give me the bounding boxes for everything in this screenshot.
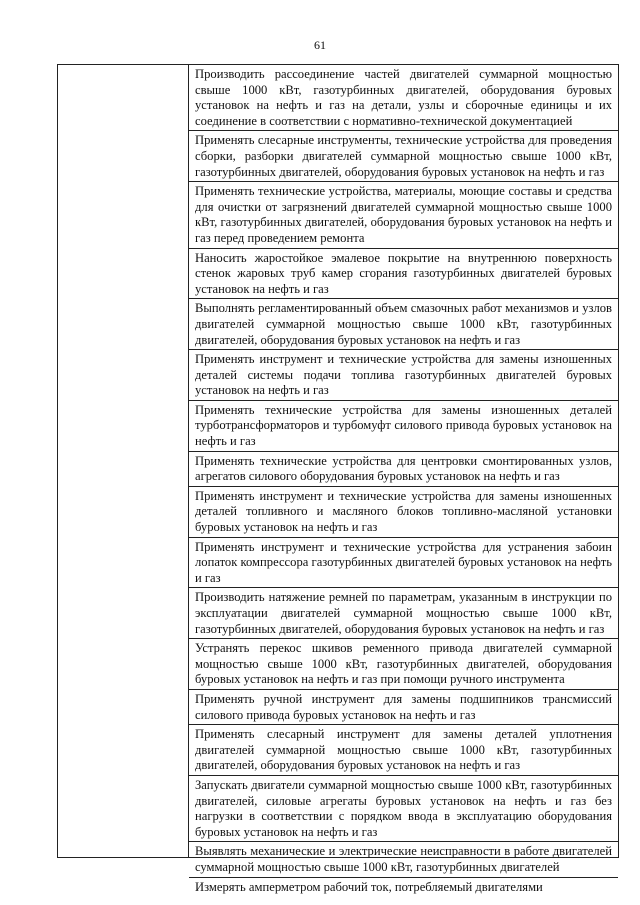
table-row: Устранять перекос шкивов ременного привода двигателей суммарной мощностью свыше 1000 кВт, газотурбинных двигателей, оборудования буровых установок на нефть и газ при помощи ручного инструмента bbox=[189, 639, 618, 690]
table-row: Применять технические устройства для центровки смонтированных узлов, агрегатов силового оборудования буровых установок на нефть и газ bbox=[189, 452, 618, 487]
table-row: Производить рассоединение частей двигателей суммарной мощностью свыше 1000 кВт, газотурбинных двигателей, оборудования буровых установок на нефть и газ на детали, узлы и сборочные единицы и их соединение в соответствии с нормативно-технической документацией bbox=[189, 65, 618, 131]
table-row: Производить натяжение ремней по параметрам, указанным в инструкции по эксплуатации двигателей суммарной мощностью свыше 1000 кВт, газотурбинных двигателей, оборудования буровых установок на нефть и газ bbox=[189, 588, 618, 639]
table-row: Выявлять механические и электрические неисправности в работе двигателей суммарной мощностью свыше 1000 кВт, газотурбинных двигателей bbox=[189, 842, 618, 877]
table-row: Применять слесарные инструменты, технические устройства для проведения сборки, разборки двигателей суммарной мощностью свыше 1000 кВт, газотурбинных двигателей, оборудования буровых установок на нефть и газ bbox=[189, 131, 618, 182]
table-row: Применять инструмент и технические устройства для замены изношенных деталей топливного и масляного блоков топливно-масляной установки буровых установок на нефть и газ bbox=[189, 487, 618, 538]
skills-table bbox=[57, 64, 619, 894]
table-row: Измерять амперметром рабочий ток, потребляемый двигателями bbox=[195, 879, 543, 894]
table-row: Наносить жаростойкое эмалевое покрытие на внутреннюю поверхность стенок жаровых труб камер сгорания газотурбинных двигателей буровых установок на нефть и газ bbox=[189, 249, 618, 300]
table-row: Применять инструмент и технические устройства для замены изношенных деталей системы подачи топлива газотурбинных двигателей буровых установок на нефть и газ bbox=[189, 350, 618, 401]
table-left-column bbox=[58, 65, 189, 857]
table-row: Применять инструмент и технические устройства для устранения забоин лопаток компрессора газотурбинных двигателей буровых установок на нефть и газ bbox=[189, 538, 618, 589]
table-row: Применять технические устройства для замены изношенных деталей турботрансформаторов и турбомуфт силового привода буровых установок на нефть и газ bbox=[189, 401, 618, 452]
page-number: 61 bbox=[314, 38, 326, 52]
table-row: Запускать двигатели суммарной мощностью свыше 1000 кВт, газотурбинных двигателей, силовые агрегаты буровых установок на нефть и газ без нагрузки в соответствии с порядком ввода в эксплуатацию оборудования буровых установок на нефть и газ bbox=[189, 776, 618, 842]
table-right-column bbox=[189, 65, 618, 896]
table-row: Применять технические устройства, материалы, моющие составы и средства для очистки от загрязнений двигателей суммарной мощностью свыше 1000 кВт, газотурбинных двигателей, оборудования буровых установок на нефть и газ перед проведением ремонта bbox=[189, 182, 618, 248]
table-row: Выполнять регламентированный объем смазочных работ механизмов и узлов двигателей суммарной мощностью свыше 1000 кВт, газотурбинных двигателей, оборудования буровых установок на нефть и газ bbox=[189, 299, 618, 350]
table-row: Применять слесарный инструмент для замены деталей уплотнения двигателей суммарной мощностью свыше 1000 кВт, газотурбинных двигателей, оборудования буровых установок на нефть и газ bbox=[189, 725, 618, 776]
table-row: Применять ручной инструмент для замены подшипников трансмиссий силового привода буровых установок на нефть и газ bbox=[189, 690, 618, 725]
